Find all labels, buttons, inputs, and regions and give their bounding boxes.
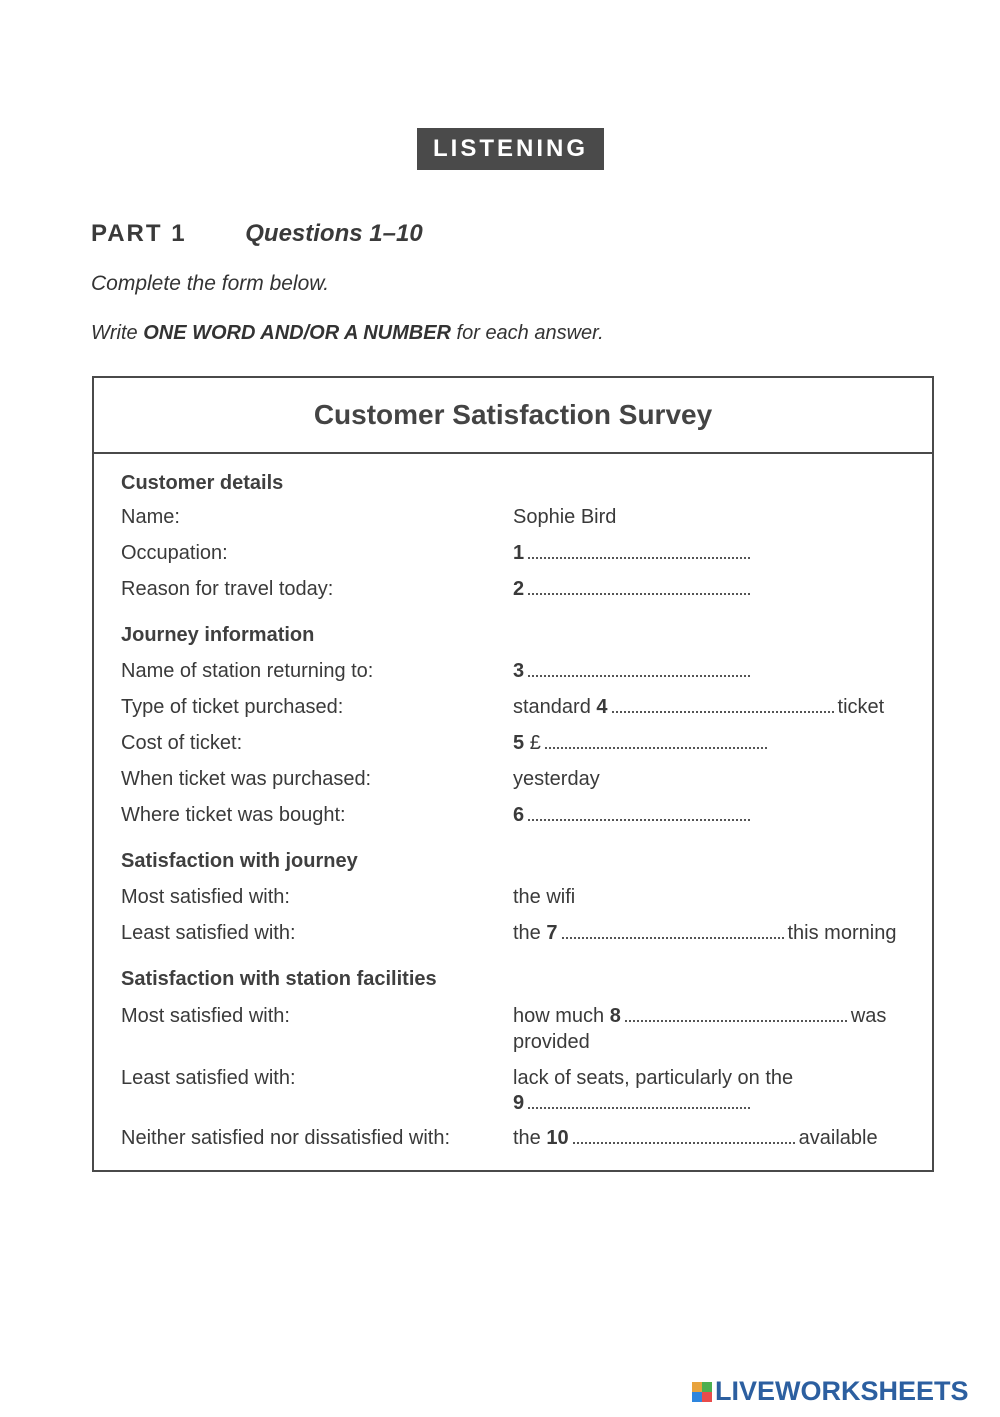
label-station: Name of station returning to:: [121, 660, 374, 682]
answer-blank-6[interactable]: [528, 805, 750, 821]
form-title: Customer Satisfaction Survey: [94, 378, 932, 454]
label-occupation: Occupation:: [121, 542, 228, 564]
liveworksheets-logo-icon: [692, 1382, 712, 1402]
label-journey-most: Most satisfied with:: [121, 886, 290, 908]
answer-blank-10[interactable]: [573, 1128, 795, 1144]
answer-blank-1[interactable]: [528, 543, 750, 559]
answer-9[interactable]: 9: [513, 1092, 754, 1115]
answer-blank-3[interactable]: [528, 661, 750, 677]
answer-2[interactable]: 2: [513, 578, 754, 601]
questions-label: Questions 1–10: [245, 220, 423, 247]
answer-blank-9[interactable]: [528, 1093, 750, 1109]
label-reason: Reason for travel today:: [121, 578, 334, 600]
answer-6[interactable]: 6: [513, 804, 754, 827]
section-customer-details: Customer details: [121, 472, 284, 494]
section-satisfaction-journey: Satisfaction with journey: [121, 850, 358, 872]
answer-7[interactable]: the 7 this morning: [513, 922, 897, 944]
value-journey-most: the wifi: [513, 886, 576, 908]
value-when: yesterday: [513, 768, 600, 790]
liveworksheets-brand-text: LIVEWORKSHEETS: [715, 1376, 969, 1406]
listening-banner: LISTENING: [417, 128, 604, 170]
label-name: Name:: [121, 506, 180, 528]
label-facilities-neither: Neither satisfied nor dissatisfied with:: [121, 1127, 451, 1149]
answer-3[interactable]: 3: [513, 660, 754, 683]
label-when: When ticket was purchased:: [121, 768, 372, 790]
label-cost: Cost of ticket:: [121, 732, 243, 754]
answer-8-continued: provided: [513, 1031, 590, 1053]
value-name: Sophie Bird: [513, 506, 617, 528]
answer-10[interactable]: the 10 available: [513, 1127, 878, 1149]
instruction-complete-form: Complete the form below.: [91, 272, 330, 295]
label-facilities-least: Least satisfied with:: [121, 1067, 296, 1089]
answer-blank-2[interactable]: [528, 579, 750, 595]
label-ticket-type: Type of ticket purchased:: [121, 696, 344, 718]
section-journey-information: Journey information: [121, 624, 315, 646]
answer-blank-4[interactable]: [612, 697, 834, 713]
answer-5[interactable]: 5 £: [513, 732, 771, 755]
value-facilities-least: lack of seats, particularly on the: [513, 1067, 794, 1089]
answer-4[interactable]: standard 4 ticket: [513, 696, 885, 718]
answer-1[interactable]: 1: [513, 542, 754, 565]
section-satisfaction-facilities: Satisfaction with station facilities: [121, 968, 437, 990]
answer-blank-5[interactable]: [545, 733, 767, 749]
word-limit-emphasis: ONE WORD AND/OR A NUMBER: [143, 322, 451, 344]
instruction-word-limit: Write ONE WORD AND/OR A NUMBER for each answer.: [91, 322, 604, 344]
label-where: Where ticket was bought:: [121, 804, 346, 826]
answer-blank-8[interactable]: [625, 1006, 847, 1022]
label-facilities-most: Most satisfied with:: [121, 1005, 290, 1027]
survey-form: [92, 376, 934, 1172]
label-journey-least: Least satisfied with:: [121, 922, 296, 944]
liveworksheets-watermark: [692, 1376, 969, 1407]
answer-8[interactable]: how much 8 was: [513, 1005, 887, 1027]
part-label: PART 1: [91, 220, 187, 247]
part-heading: [91, 220, 423, 248]
answer-blank-7[interactable]: [562, 923, 784, 939]
